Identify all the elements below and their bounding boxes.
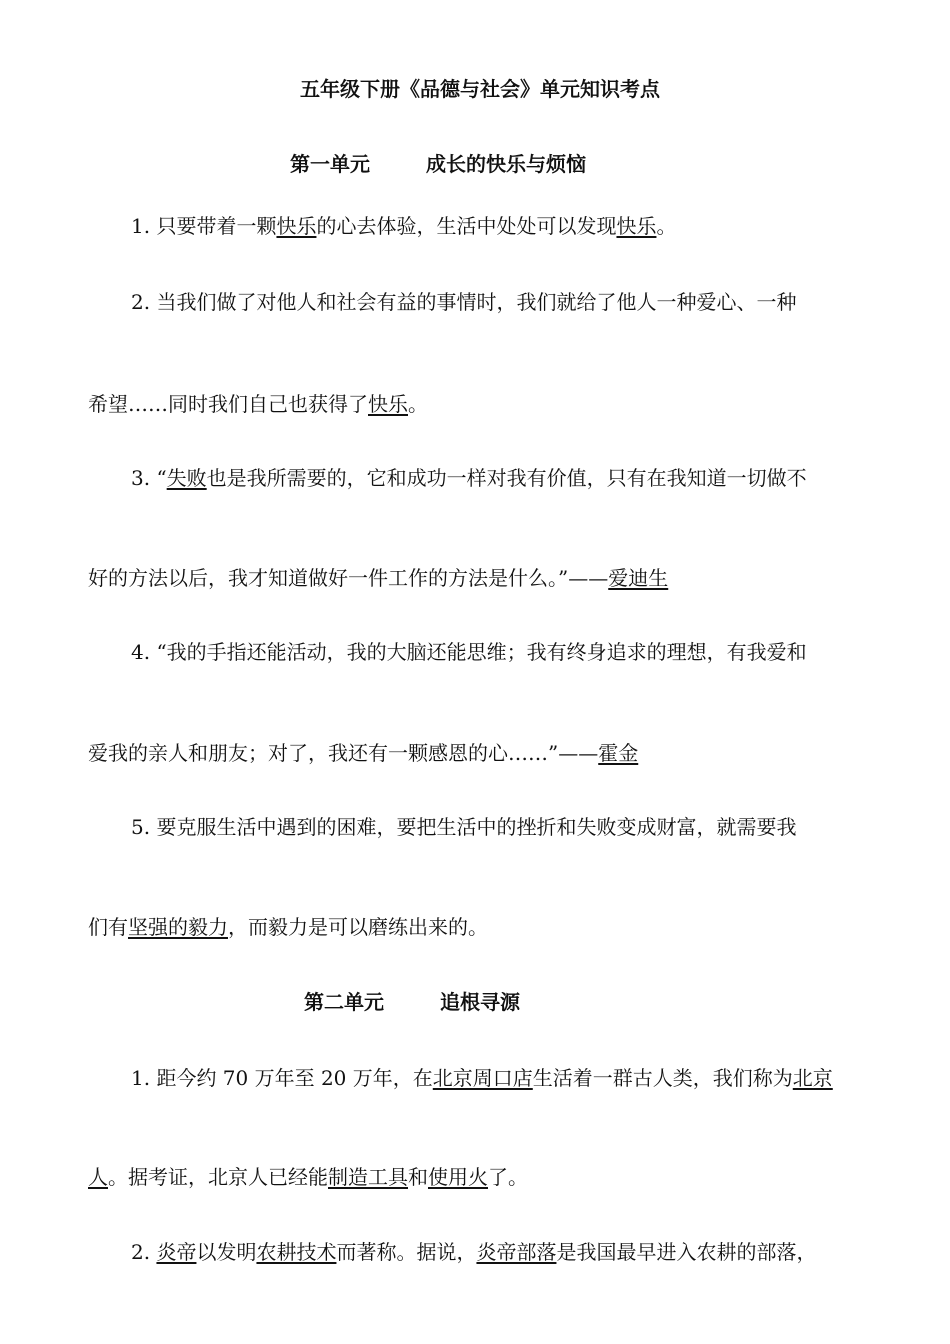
unit1-item4-line1: 4. “我的手指还能活动，我的大脑还能思维；我有终身追求的理想，有我爱和 [131,640,807,664]
unit1-item3-line1: 3. “失败也是我所需要的，它和成功一样对我有价值，只有在我知道一切做不 [131,466,807,490]
answer-underline: 霍金 [598,741,639,765]
unit1-title: 第一单元 [290,152,370,176]
unit2-item2-line1: 2. 炎帝以发明农耕技术而著称。据说，炎帝部落是我国最早进入农耕的部落， [131,1240,817,1264]
unit1-item1: 1. 只要带着一颗快乐的心去体验，生活中处处可以发现快乐。 [131,214,677,238]
unit1-item5-line1: 5. 要克服生活中遇到的困难，要把生活中的挫折和失败变成财富，就需要我 [131,815,797,839]
answer-underline: 快乐 [368,392,408,416]
answer-underline: 北京周口店 [432,1066,533,1090]
answer-underline: 人 [88,1165,108,1189]
unit2-heading [304,990,520,1014]
unit1-item4-line2: 爱我的亲人和朋友；对了，我还有一颗感恩的心……”——霍金 [88,741,639,765]
answer-underline: 制造工具 [328,1165,408,1189]
answer-underline: 坚强的毅力 [128,915,228,939]
answer-underline: 农耕技术 [256,1240,337,1264]
document-title: 五年级下册《品德与社会》单元知识考点 [300,77,660,101]
answer-underline: 快乐 [276,214,317,238]
answer-underline: 炎帝 [156,1240,197,1264]
answer-underline: 爱迪生 [608,566,669,590]
answer-underline: 快乐 [616,214,657,238]
answer-underline: 北京 [792,1066,833,1090]
unit2-item1-line2: 人。据考证，北京人已经能制造工具和使用火了。 [88,1165,528,1189]
unit1-item2-line1: 2. 当我们做了对他人和社会有益的事情时，我们就给了他人一种爱心、一种 [131,290,797,314]
answer-underline: 失败 [166,466,207,490]
unit1-heading [290,152,586,176]
unit1-item2-line2: 希望……同时我们自己也获得了快乐。 [88,392,428,416]
unit1-item3-line2: 好的方法以后，我才知道做好一件工作的方法是什么。”——爱迪生 [88,566,669,590]
unit2-item1-line1: 1. 距今约 70 万年至 20 万年，在北京周口店生活着一群古人类，我们称为北京 [131,1066,833,1090]
unit1-subtitle: 成长的快乐与烦恼 [426,152,586,176]
unit2-title: 第二单元 [304,990,384,1014]
answer-underline: 使用火 [428,1165,488,1189]
unit2-subtitle: 追根寻源 [440,990,520,1014]
answer-underline: 炎帝部落 [476,1240,557,1264]
unit1-item5-line2: 们有坚强的毅力，而毅力是可以磨练出来的。 [88,915,488,939]
